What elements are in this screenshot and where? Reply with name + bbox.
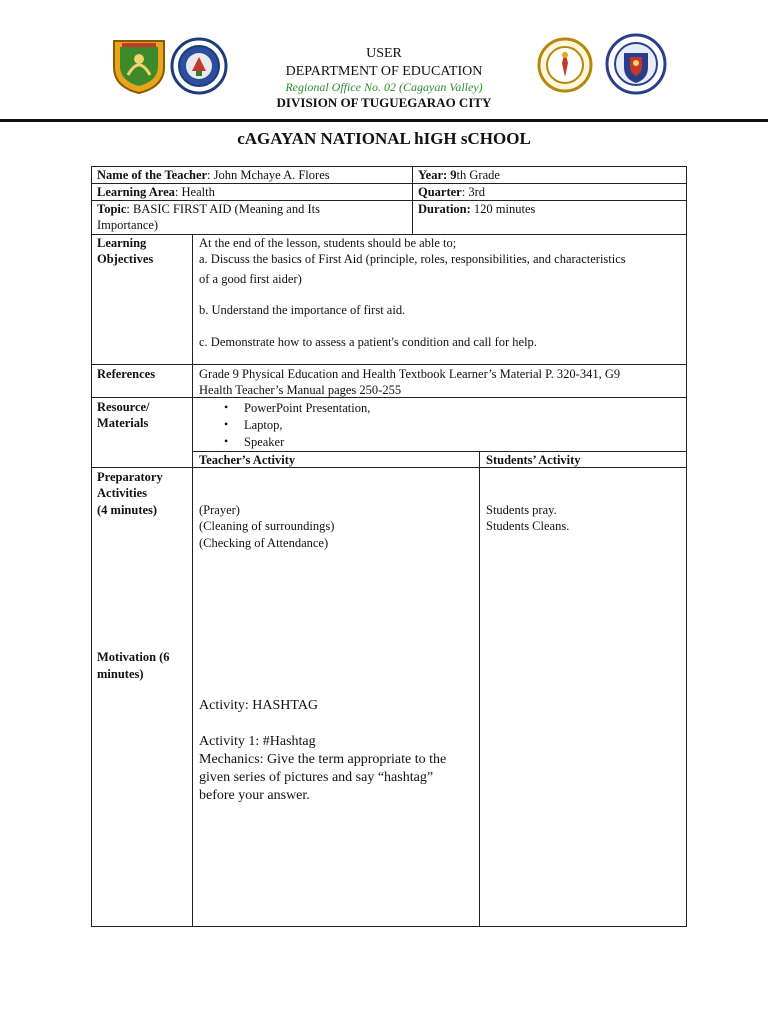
topic-value-continued: Importance) (97, 218, 159, 232)
students-activity-header: Students’ Activity (486, 453, 581, 467)
topic-row (97, 201, 320, 217)
prayer-text: (Prayer) (199, 503, 240, 517)
resource-item: Speaker (244, 435, 285, 449)
motivation-label-1: Motivation (6 (97, 650, 170, 664)
header-rule (0, 119, 768, 122)
preparatory-label-3: (4 minutes) (97, 503, 158, 517)
activity-1-title: Activity 1: #Hashtag (199, 734, 316, 749)
students-pray-text: Students pray. (486, 503, 557, 517)
quarter-value: : 3rd (461, 185, 485, 199)
header-department: DEPARTMENT OF EDUCATION (285, 64, 483, 79)
header-user: USER (366, 46, 402, 61)
bullet-icon: • (224, 434, 229, 448)
teacher-label: Name of the Teacher (97, 168, 208, 182)
year-row (418, 167, 500, 183)
resource-item: PowerPoint Presentation, (244, 401, 371, 415)
objective-b: b. Understand the importance of first aid. (199, 303, 406, 317)
resources-label-1: Resource/ (97, 400, 150, 414)
duration-label: Duration: (418, 202, 471, 216)
activity-hashtag-title: Activity: HASHTAG (199, 698, 319, 713)
resource-item: Laptop, (244, 418, 283, 432)
header-region: Regional Office No. 02 (Cagayan Valley) (285, 80, 483, 94)
mechanics-line-2: given series of pictures and say “hashtag” (199, 770, 434, 785)
school-title: cAGAYAN NATIONAL hIGH sCHOOL (237, 129, 531, 148)
objectives-intro: At the end of the lesson, students should be able to; (199, 236, 457, 250)
objectives-label-2: Objectives (97, 252, 154, 266)
teacher-value: : John Mchaye A. Flores (207, 168, 330, 182)
quarter-label: Quarter (418, 185, 462, 199)
year-value: th Grade (456, 168, 500, 182)
topic-label: Topic (97, 202, 127, 216)
teacher-activity-header: Teacher’s Activity (199, 453, 296, 467)
teacher-name-row (97, 167, 330, 183)
bullet-icon: • (224, 417, 229, 431)
year-label: Year: 9 (418, 168, 457, 182)
students-clean-text: Students Cleans. (486, 519, 570, 533)
header-division: DIVISION OF TUGUEGARAO CITY (276, 95, 492, 110)
references-line-1: Grade 9 Physical Education and Health Textbook Learner’s Material P. 320-341, G9 (199, 367, 621, 381)
learning-area-value: : Health (174, 185, 215, 199)
quarter-row (418, 184, 485, 200)
learning-area-row (97, 184, 215, 200)
duration-row (418, 201, 535, 217)
objective-a: a. Discuss the basics of First Aid (principle, roles, responsibilities, and characteristics (199, 252, 626, 266)
references-line-2: Health Teacher’s Manual pages 250-255 (199, 383, 402, 397)
bullet-icon: • (224, 400, 229, 414)
learning-area-label: Learning Area (97, 185, 175, 199)
topic-value: : BASIC FIRST AID (Meaning and Its (126, 202, 320, 216)
duration-value: 120 minutes (470, 202, 536, 216)
references-label: References (97, 367, 156, 381)
mechanics-line-1: Mechanics: Give the term appropriate to the (199, 752, 447, 767)
mechanics-line-3: before your answer. (199, 788, 310, 803)
cleaning-text: (Cleaning of surroundings) (199, 519, 335, 533)
objective-a-continued: of a good first aider) (199, 272, 302, 286)
attendance-text: (Checking of Attendance) (199, 536, 329, 550)
motivation-label-2: minutes) (97, 667, 144, 681)
objectives-label-1: Learning (97, 236, 147, 250)
preparatory-label-1: Preparatory (97, 470, 163, 484)
resources-label-2: Materials (97, 416, 149, 430)
objective-c: c. Demonstrate how to assess a patient's condition and call for help. (199, 335, 537, 349)
preparatory-label-2: Activities (97, 486, 147, 500)
